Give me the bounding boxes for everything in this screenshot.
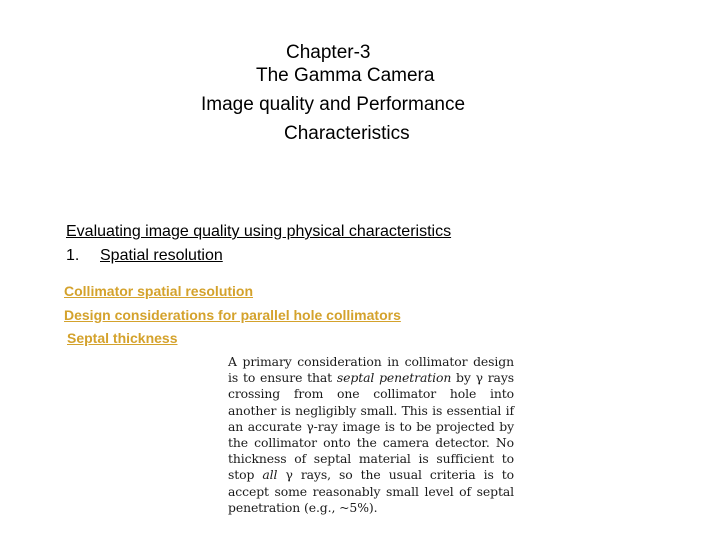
list-item-number: 1. <box>66 247 80 264</box>
title-line-chapter: Chapter-3 <box>286 42 371 63</box>
excerpt-part-1: A primary consideration in collimator design is to ensure that <box>228 354 514 386</box>
link-list <box>64 280 401 351</box>
title-line-characteristics: Characteristics <box>284 123 410 144</box>
book-excerpt <box>228 354 514 516</box>
list-item-spatial-resolution <box>66 244 451 268</box>
design-considerations-link[interactable]: Design considerations for parallel hole collimators <box>64 306 401 323</box>
section-heading: Evaluating image quality using physical characteristics <box>66 223 452 240</box>
section-block <box>66 220 451 268</box>
septal-thickness-link[interactable]: Septal thickness <box>67 330 178 346</box>
excerpt-italic-septal-penetration: septal penetration <box>336 370 452 386</box>
list-item-label: Spatial resolution <box>100 247 223 264</box>
title-line-gamma-camera: The Gamma Camera <box>256 65 435 86</box>
collimator-spatial-resolution-link[interactable]: Collimator spatial resolution <box>64 283 254 299</box>
title-line-image-quality: Image quality and Performance <box>201 94 466 115</box>
excerpt-part-2: by γ rays crossing from one collimator hole into another is negligibly small. This is essential if an accurate γ-ray image is to be projected by the collimator onto the camera detector. No thickness of septal material is sufficient to stop <box>228 370 514 483</box>
excerpt-part-3: γ rays, so the usual criteria is to accept some reasonably small level of septal penetration (e.g., ~5%). <box>228 467 515 515</box>
excerpt-italic-all: all <box>262 467 278 483</box>
